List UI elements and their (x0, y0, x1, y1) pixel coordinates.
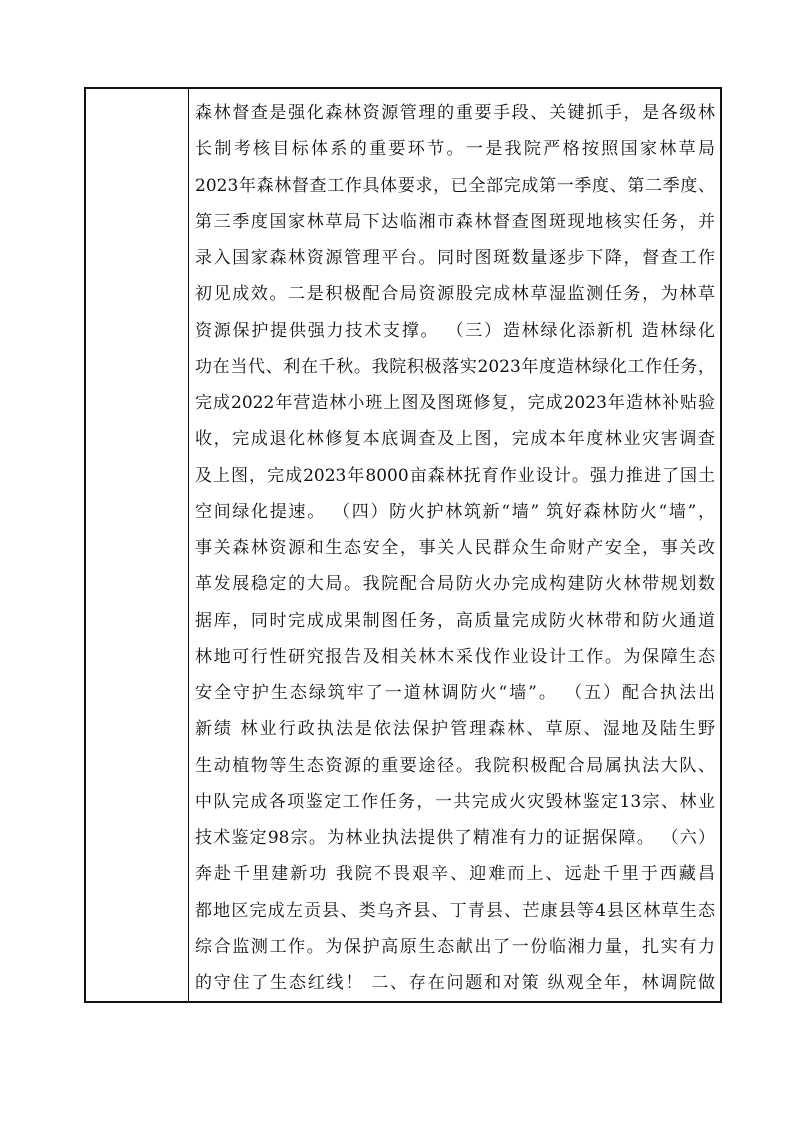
text-line: 功在当代、利在千秋。我院积极落实2023年度造林绿化工作任务， (195, 356, 715, 377)
text-line: 及上图，完成2023年8000亩森林抚育作业设计。强力推进了国土 (195, 465, 715, 486)
text-line: 技术鉴定98宗。为林业执法提供了精准有力的证据保障。 （六） (195, 828, 715, 848)
text-line: 奔赴千里建新功 我院不畏艰辛、迎难而上、远赴千里于西藏昌 (195, 864, 715, 885)
text-line: 完成2022年营造林小班上图及图斑修复，完成2023年造林补贴验 (195, 393, 715, 413)
text-line: 收，完成退化林修复本底调查及上图，完成本年度林业灾害调查 (195, 429, 715, 450)
text-line: 新绩 林业行政执法是依法保护管理森林、草原、湿地及陆生野 (195, 719, 715, 740)
text-line: 事关森林资源和生态安全，事关人民群众生命财产安全，事关改 (195, 538, 715, 558)
text-line: 录入国家森林资源管理平台。同时图斑数量逐步下降，督查工作 (195, 248, 715, 268)
text-line: 都地区完成左贡县、类乌齐县、丁青县、芒康县等4县区林草生态 (195, 900, 715, 921)
text-line: 革发展稳定的大局。我院配合局防火办完成构建防火林带规划数 (195, 574, 715, 595)
table-left-cell (86, 89, 189, 1001)
table-right-cell (189, 89, 720, 1001)
text-line: 综合监测工作。为保护高原生态献出了一份临湘力量，扎实有力 (195, 936, 715, 957)
text-line: 林地可行性研究报告及相关林木采伐作业设计工作。为保障生态 (195, 646, 715, 667)
report-table (84, 87, 722, 1003)
text-line: 生动植物等生态资源的重要途径。我院积极配合局属执法大队、 (195, 755, 715, 776)
text-line: 中队完成各项鉴定工作任务，一共完成火灾毁林鉴定13宗、林业 (195, 791, 715, 812)
text-line: 第三季度国家林草局下达临湘市森林督查图斑现地核实任务，并 (195, 211, 715, 232)
text-line: 据库，同时完成成果制图任务，高质量完成防火林带和防火通道 (195, 610, 715, 631)
text-line: 初见成效。二是积极配合局资源股完成林草湿监测任务，为林草 (195, 284, 715, 305)
text-line: 的守住了生态红线！ 二、存在问题和对策 纵观全年，林调院做 (195, 973, 715, 993)
text-line: 长制考核目标体系的重要环节。一是我院严格按照国家林草局 (195, 139, 715, 160)
body-text (195, 95, 715, 1001)
text-line: 2023年森林督查工作具体要求，已全部完成第一季度、第二季度、 (195, 175, 715, 196)
text-line: 森林督查是强化森林资源管理的重要手段、关键抓手，是各级林 (195, 103, 715, 123)
text-line: 资源保护提供强力技术支撑。 （三）造林绿化添新机 造林绿化 (195, 320, 715, 341)
text-line: 安全守护生态绿筑牢了一道林调防火“墙”。 （五）配合执法出 (195, 683, 715, 703)
text-line: 空间绿化提速。 （四）防火护林筑新“墙” 筑好森林防火“墙”， (195, 501, 715, 522)
